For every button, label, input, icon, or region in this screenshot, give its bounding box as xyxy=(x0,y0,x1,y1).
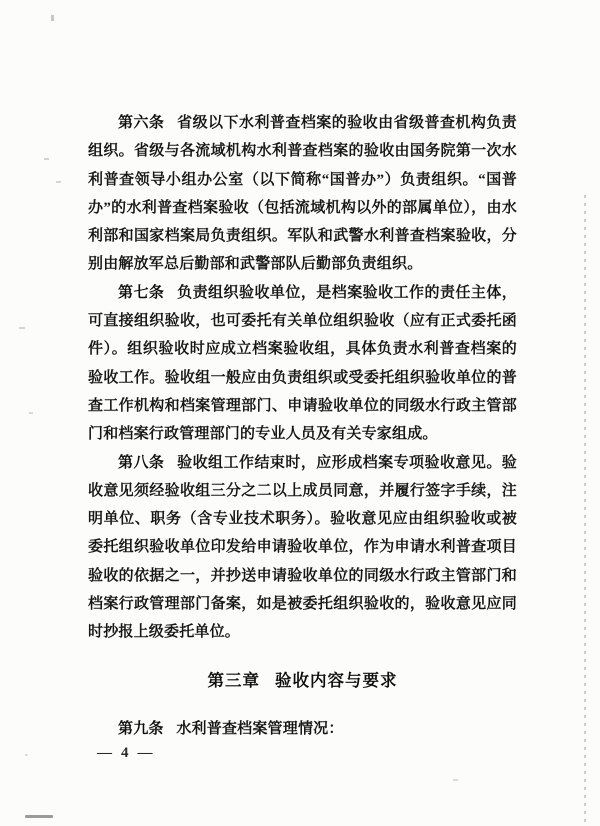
scan-speck xyxy=(56,181,61,183)
article-9-text: 水利普查档案管理情况： xyxy=(176,720,344,737)
scan-speck xyxy=(51,15,54,21)
article-8-label: 第八条 xyxy=(118,453,165,471)
page-number xyxy=(97,745,153,762)
page-number-open-dash: — xyxy=(97,745,112,761)
scan-speck xyxy=(19,327,25,329)
scan-speck xyxy=(29,412,33,414)
article-6-text: 省级以下水利普查档案的验收由省级普查机构负责组织。省级与各流域机构水利普查档案的验收由国务院第一次水利普查领导小组办公室（以下简称“国普办”）负责组织。“国普办”的水利普查档案验收（包括流域机构以外的部属单位），由水利部和国家档案局负责组织。军队和武警水利普查档案验收，分别由解放军总后勤部和武警部队后勤部负责组织。 xyxy=(88,115,517,273)
article-8-paragraph xyxy=(88,449,517,647)
scan-edge-line-artifact xyxy=(584,195,586,826)
article-9-paragraph xyxy=(88,715,517,743)
chapter-title: 验收内容与要求 xyxy=(275,671,398,690)
page-number-close-dash: — xyxy=(137,745,153,761)
article-6-label: 第六条 xyxy=(118,114,165,131)
chapter-heading xyxy=(88,667,517,695)
article-7-text: 负责组织验收单位，是档案验收工作的责任主体，可直接组织验收，也可委托有关单位组织验收（应有正式委托函件）。组织验收时应成立档案验收组，具体负责水利普查档案的验收工作。验收组一般应由负责组织或受委托组织验收单位的普查工作机构和档案管理部门、申请验收单位的同级水行政主管部门和档案行政管理部门的专业人员及有关专家组成。 xyxy=(88,284,517,443)
article-6-paragraph xyxy=(88,109,517,279)
scan-speck xyxy=(453,779,458,781)
article-7-label: 第七条 xyxy=(118,283,165,301)
scan-dash-artifact xyxy=(25,815,53,818)
chapter-number: 第三章 xyxy=(207,671,260,690)
article-7-paragraph xyxy=(88,279,517,449)
scan-speck xyxy=(44,158,49,160)
document-body xyxy=(88,109,517,743)
scan-speck xyxy=(25,754,28,756)
page-number-value: 4 xyxy=(121,745,129,761)
article-8-text: 验收组工作结束时，应形成档案专项验收意见。验收意见须经验收组三分之二以上成员同意，并履行签字手续，注明单位、职务（含专业技术职务）。验收意见应由组织验收或被委托组织验收单位印发给申请验收单位，作为申请水利普查项目验收的依据之一，并抄送申请验收单位的同级水行政主管部门和档案行政管理部门备案，如是被委托组织验收的，验收意见应同时抄报上级委托单位。 xyxy=(88,454,517,641)
article-9-label: 第九条 xyxy=(118,719,164,737)
